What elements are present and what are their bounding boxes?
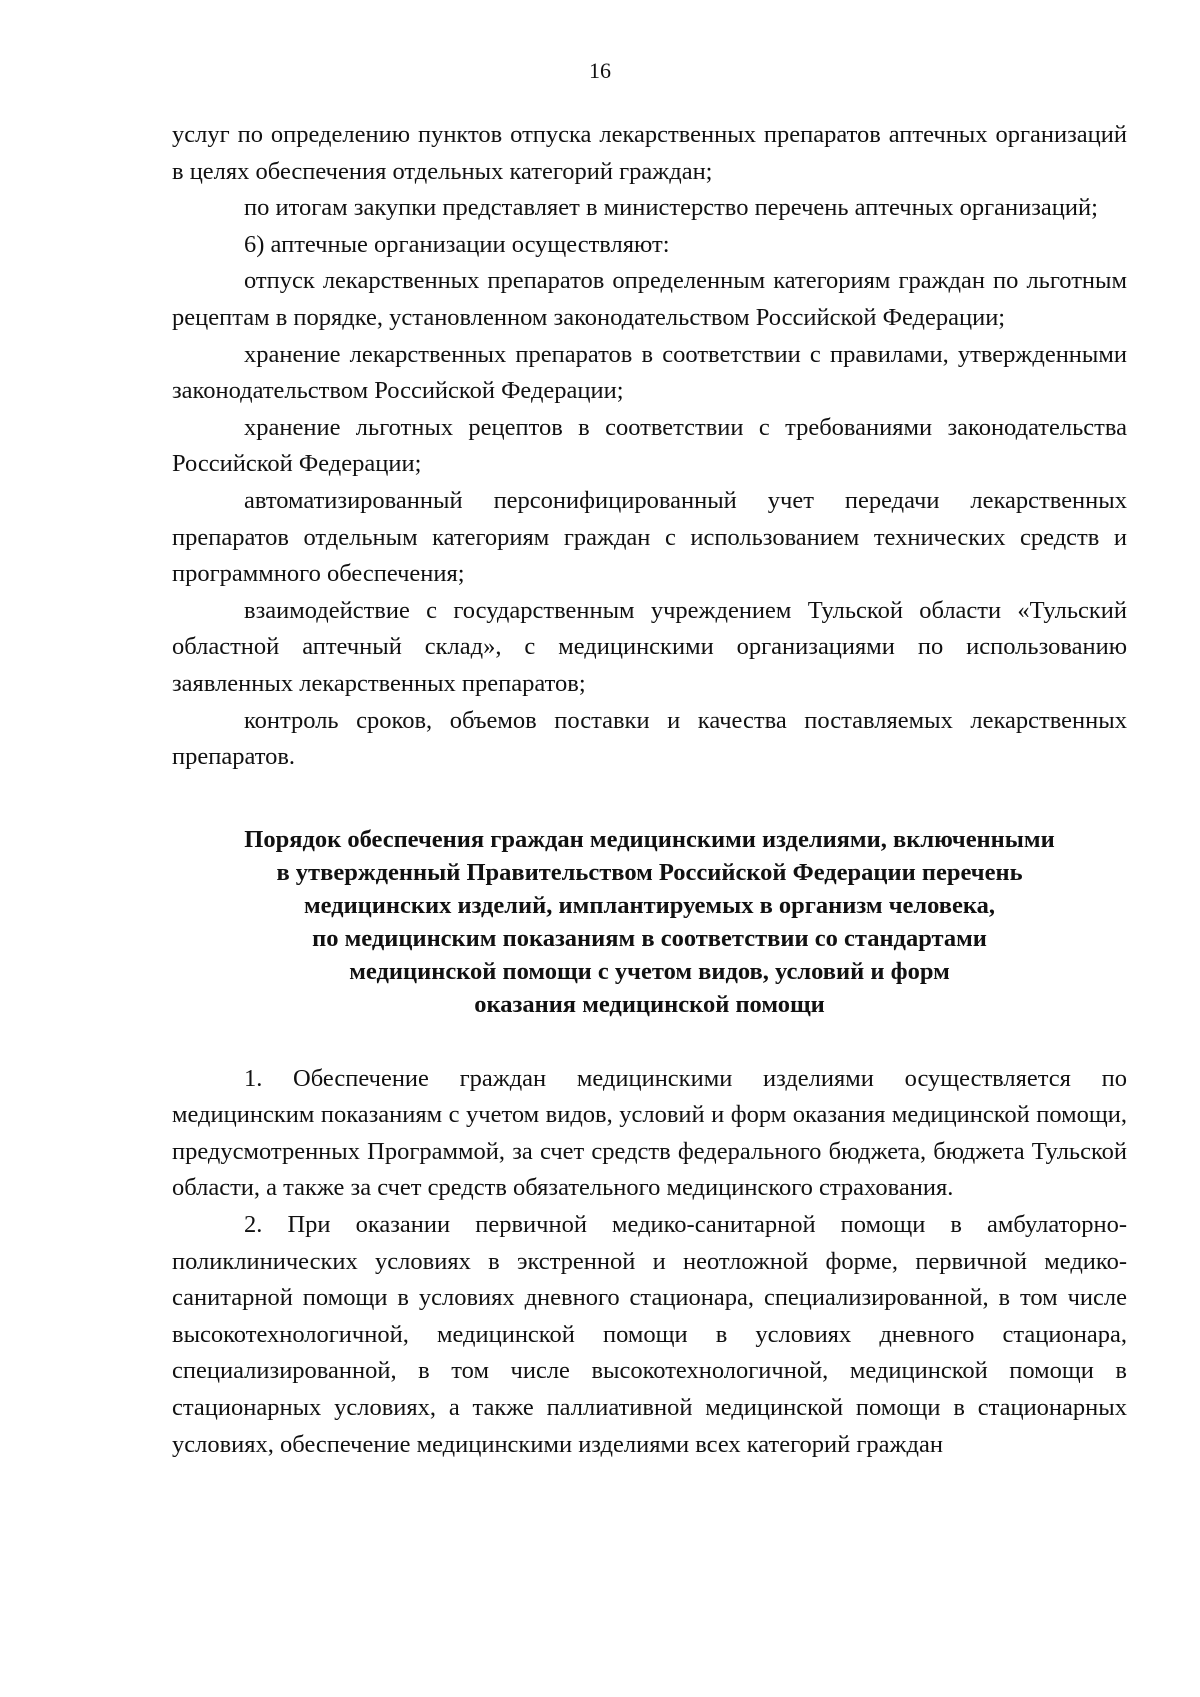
paragraph: хранение льготных рецептов в соответствии с требованиями законодательства Российской Федерации; (172, 413, 1127, 478)
page-number: 16 (589, 58, 611, 83)
heading-line: по медицинским показаниям в соответствии со стандартами (312, 924, 987, 952)
paragraph: по итогам закупки представляет в министерство перечень аптечных организаций; (244, 194, 1098, 222)
paragraph: 1. Обеспечение граждан медицинскими изделиями осуществляется по медицинским показаниям с учетом видов, условий и форм оказания медицинской помощи, предусмотренных Программой, за счет средств федерального бюджета, бюджета Тульской области, а также за счет средств обязательного медицинского страхования. (172, 1064, 1127, 1202)
paragraph: услуг по определению пунктов отпуска лекарственных препаратов аптечных организаций в целях обеспечения отдельных категорий граждан; (172, 121, 1127, 185)
section-heading (172, 823, 1127, 1021)
heading-line: в утвержденный Правительством Российской Федерации перечень (276, 858, 1023, 886)
paragraph: 6) аптечные организации осуществляют: (244, 230, 670, 258)
paragraph: 2. При оказании первичной медико-санитарной помощи в амбулаторно-поликлинических условиях в экстренной и неотложной форме, первичной медико-санитарной помощи в условиях дневного стационара, специализированной, в том числе высокотехнологичной, медицинской помощи в условиях дневного стационара, специализированной, в том числе высокотехнологичной, медицинской помощи в стационарных условиях, а также паллиативной медицинской помощи в стационарных условиях, обеспечение медицинскими изделиями всех категорий граждан (172, 1211, 1127, 1458)
paragraph: хранение лекарственных препаратов в соответствии с правилами, утвержденными законодательством Российской Федерации; (172, 340, 1127, 405)
paragraph: отпуск лекарственных препаратов определенным категориям граждан по льготным рецептам в порядке, установленном законодательством Российской Федерации; (172, 267, 1127, 331)
heading-line: медицинских изделий, имплантируемых в организм человека, (303, 891, 996, 919)
heading-line: оказания медицинской помощи (474, 990, 825, 1018)
document-body (172, 117, 1127, 1463)
paragraph: взаимодействие с государственным учреждением Тульской области «Тульский областной аптечный склад», с медицинскими организациями по использованию заявленных лекарственных препаратов; (172, 596, 1127, 697)
paragraph: автоматизированный персонифицированный учет передачи лекарственных препаратов отдельным категориям граждан с использованием технических средств и программного обеспечения; (172, 486, 1127, 588)
paragraph: контроль сроков, объемов поставки и качества поставляемых лекарственных препаратов. (172, 706, 1127, 771)
heading-line: медицинской помощи с учетом видов, условий и форм (349, 957, 950, 985)
heading-line: Порядок обеспечения граждан медицинскими изделиями, включенными (244, 825, 1055, 853)
